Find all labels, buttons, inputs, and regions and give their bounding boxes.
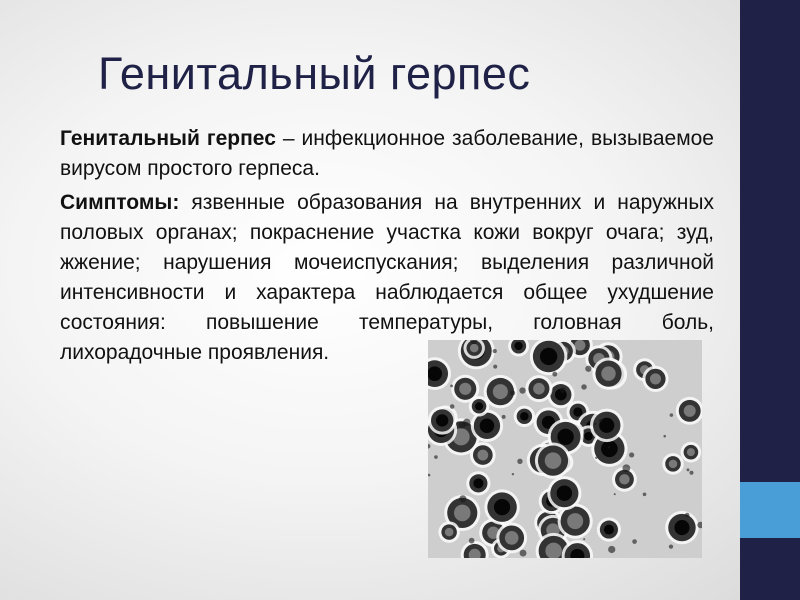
symptoms-lead: Симптомы: — [60, 191, 180, 214]
virus-micrograph-image — [428, 340, 702, 558]
paragraph-definition — [60, 124, 714, 184]
slide-title: Генитальный герпес — [98, 48, 531, 99]
sidebar-accent-block — [740, 482, 800, 538]
definition-lead: Генитальный герпес — [60, 127, 276, 150]
definition-text: – инфекционное заболевание, вызываемое вирусом простого герпеса. — [60, 127, 714, 180]
symptoms-text: язвенные образования на внутренних и наружных половых органах; покраснение участка кожи вокруг очага; зуд, жжение; нарушения мочеиспускания; выделения различной интенсивности и характера наблюдается общее ухудшение состояния: повышение температуры, головная боль, лихорадочные проявления. — [60, 191, 714, 364]
slide-body — [60, 124, 714, 372]
